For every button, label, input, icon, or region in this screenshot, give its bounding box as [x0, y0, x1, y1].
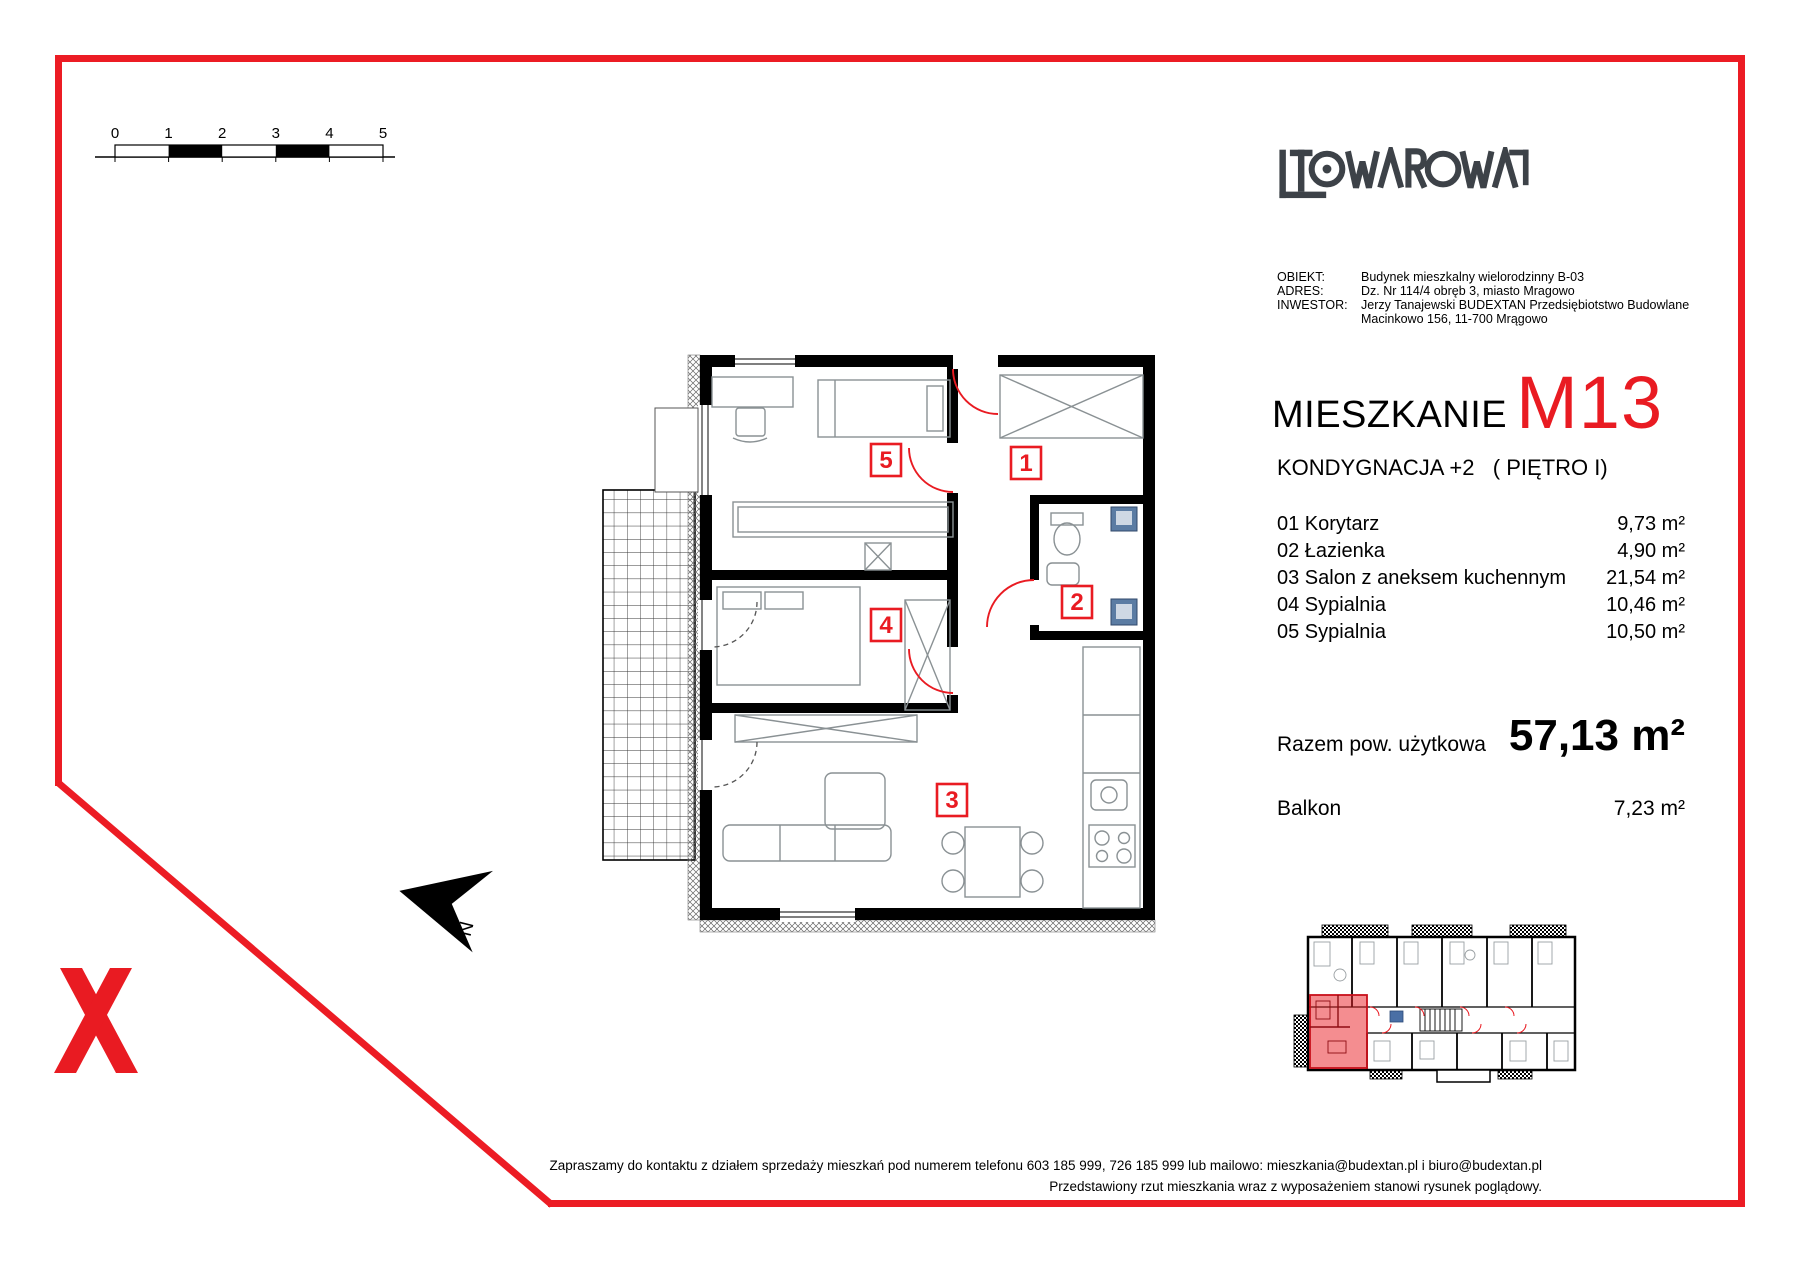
balcony-row: [1277, 797, 1685, 821]
footer-disclaimer-line: Przedstawiony rzut mieszkania wraz z wyposażeniem stanowi rysunek poglądowy.: [1049, 1179, 1542, 1194]
scale-label-5: 5: [378, 125, 388, 142]
room-tag-3: 3: [945, 787, 959, 814]
room-name: 03 Salon z aneksem kuchennym: [1277, 567, 1567, 589]
info-value: Dz. Nr 114/4 obręb 3, miasto Mragowo: [1361, 284, 1575, 298]
info-row-inwestor2: [1277, 312, 1737, 326]
balcony-label: Balkon: [1277, 797, 1342, 820]
floor-line: KONDYGNACJA +2 ( PIĘTRO I): [1277, 455, 1608, 480]
info-row-adres: [1277, 284, 1737, 298]
balcony-door-arcs: [712, 602, 757, 787]
room-tag-5: 5: [879, 447, 893, 474]
table-row: [1277, 565, 1685, 592]
info-row-inwestor: [1277, 298, 1737, 312]
scale-label-1: 1: [164, 125, 173, 142]
room-tag-2: 2: [1070, 589, 1084, 616]
info-value: Budynek mieszkalny wielorodzinny B-03: [1361, 270, 1585, 284]
towarowa-logo: [1277, 147, 1535, 204]
room-name: 01 Korytarz: [1277, 513, 1380, 535]
room-area: 21,54 m²: [1606, 567, 1685, 589]
balcony: [603, 490, 695, 860]
room-schedule: [1277, 511, 1685, 646]
scale-label-4: 4: [325, 125, 334, 142]
project-info: [1277, 270, 1737, 326]
room-area: 4,90 m²: [1617, 540, 1685, 562]
scale-label-2: 2: [218, 125, 227, 142]
scale-label-0: 0: [110, 125, 120, 142]
building-key-plan: [1270, 915, 1590, 1090]
openings: [655, 353, 1041, 922]
table-row: [1277, 511, 1685, 538]
table-row: [1277, 538, 1685, 565]
keyplan-elevator: [1390, 1011, 1403, 1022]
scale-bar: [95, 118, 405, 166]
keyplan-entrance: [1437, 1070, 1490, 1082]
footer: [550, 1155, 1542, 1197]
furniture: [712, 375, 1143, 908]
keyplan-stairs: [1420, 1009, 1462, 1031]
unit-number: M13: [1516, 360, 1664, 444]
wall-insulation-bottom: [700, 920, 1155, 932]
north-compass-icon: [390, 848, 498, 956]
info-row-obiekt: [1277, 270, 1737, 284]
table-row: [1277, 619, 1685, 646]
balcony-area: 7,23 m²: [1613, 797, 1685, 820]
info-label: OBIEKT:: [1277, 270, 1325, 284]
table-row: [1277, 592, 1685, 619]
info-value: Macinkowo 156, 11-700 Mrągowo: [1361, 312, 1548, 326]
room-area: 10,50 m²: [1606, 621, 1685, 643]
total-value: 57,13 m²: [1508, 711, 1685, 761]
room-area: 9,73 m²: [1617, 513, 1685, 535]
room-area: 10,46 m²: [1606, 594, 1685, 616]
total-area-row: [1277, 704, 1685, 761]
budextan-x-logo: [46, 968, 146, 1073]
scale-label-3: 3: [271, 125, 280, 142]
keyplan-highlighted-unit: [1310, 995, 1367, 1068]
apartment-floorplan: [495, 275, 1185, 955]
info-label: [1277, 312, 1361, 326]
room-name: 05 Sypialnia: [1277, 621, 1386, 643]
info-label: ADRES:: [1277, 284, 1324, 298]
info-label: INWESTOR:: [1277, 298, 1348, 312]
room-name: 02 Łazienka: [1277, 540, 1385, 562]
appliances: [1111, 507, 1137, 625]
unit-title-row: [1272, 350, 1664, 444]
page-title: MIESZKANIE: [1272, 394, 1508, 436]
room-tag-4: 4: [879, 612, 893, 639]
door-arcs: [909, 369, 1034, 693]
info-value: Jerzy Tanajewski BUDEXTAN Przedsiębiotstwo Budowlane: [1361, 298, 1690, 312]
room-tag-1: 1: [1019, 450, 1033, 477]
compass-north-label: N: [453, 919, 479, 939]
room-name: 04 Sypialnia: [1277, 594, 1386, 616]
footer-contact-line: Zapraszamy do kontaktu z działem sprzedaży mieszkań pod numerem telefonu 603 185 999, 726 185 999 lub mailowo: mieszkania@budextan.pl i biuro@budextan.pl: [549, 1158, 1542, 1173]
total-label: Razem pow. użytkowa: [1277, 732, 1486, 756]
